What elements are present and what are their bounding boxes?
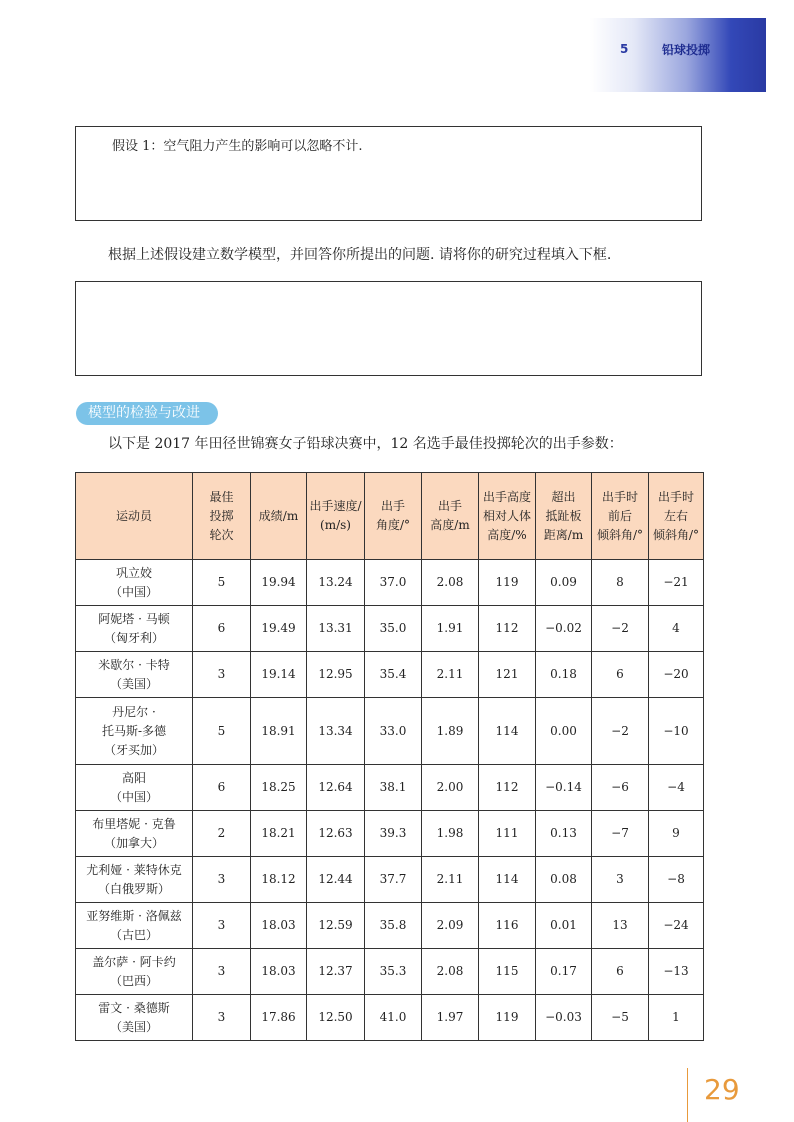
table-cell: 114	[479, 857, 536, 903]
table-cell: 1.98	[422, 811, 479, 857]
table-cell: −5	[592, 995, 649, 1041]
table-cell: 0.18	[536, 652, 592, 698]
column-header-line: (m/s)	[320, 518, 351, 532]
column-header-line: 出手时	[657, 489, 694, 504]
table-row	[76, 560, 704, 606]
table-cell: 39.3	[365, 811, 422, 857]
table-row	[76, 606, 704, 652]
athlete-name-line: （中国）	[109, 789, 158, 804]
assumption-box[interactable]	[75, 126, 702, 221]
table-cell: 115	[479, 949, 536, 995]
column-header	[365, 473, 422, 560]
athlete-name-line: （白俄罗斯）	[97, 881, 170, 896]
table-row	[76, 995, 704, 1041]
table-cell: 2.08	[422, 560, 479, 606]
table-cell: 12.63	[307, 811, 365, 857]
chapter-title: 铅球投掷	[662, 43, 711, 57]
table-cell: 12.37	[307, 949, 365, 995]
athlete-name-line: 阿妮塔 · 马顿	[98, 611, 170, 626]
table-cell: −10	[649, 698, 704, 765]
table-header-row	[76, 473, 704, 560]
table-row	[76, 652, 704, 698]
table-cell: 33.0	[365, 698, 422, 765]
table-row	[76, 949, 704, 995]
table-cell: 0.00	[536, 698, 592, 765]
column-header-line: 出手速度/	[309, 499, 362, 513]
table-row	[76, 903, 704, 949]
column-header	[479, 473, 536, 560]
column-header-line: 高度/%	[487, 527, 527, 542]
table-cell: 111	[479, 811, 536, 857]
column-header-line: 倾斜角/°	[652, 527, 700, 542]
athlete-name-line: 盖尔萨 · 阿卡约	[92, 954, 176, 969]
table-cell: 2.11	[422, 857, 479, 903]
athlete-name-line: （美国）	[109, 676, 158, 691]
table-cell: 6	[592, 652, 649, 698]
table-cell: 35.8	[365, 903, 422, 949]
column-header	[76, 473, 193, 560]
table-cell: 37.7	[365, 857, 422, 903]
table-cell: 17.86	[251, 995, 307, 1041]
column-header-line: 出手高度	[482, 489, 531, 504]
athlete-name-cell	[76, 949, 193, 995]
athlete-name-line: （美国）	[109, 1019, 158, 1034]
athlete-name-cell	[76, 606, 193, 652]
athlete-name-line: （匈牙利）	[103, 630, 164, 645]
chapter-number: 5	[620, 42, 629, 56]
table-cell: 2.00	[422, 765, 479, 811]
athlete-name-cell	[76, 857, 193, 903]
table-cell: 2.08	[422, 949, 479, 995]
table-cell: 3	[193, 903, 251, 949]
athlete-name-line: 雷文 · 桑德斯	[98, 1000, 170, 1015]
table-cell: 37.0	[365, 560, 422, 606]
table-cell: 121	[479, 652, 536, 698]
section-intro: 以下是 2017 年田径世锦赛女子铅球决赛中，12 名选手最佳投掷轮次的出手参数：	[108, 436, 623, 452]
athlete-name-line: 尤利娅 · 莱特休克	[86, 862, 182, 877]
table-cell: 0.09	[536, 560, 592, 606]
table-cell: 12.44	[307, 857, 365, 903]
athlete-name-line: （牙买加）	[103, 742, 164, 757]
table-cell: 112	[479, 765, 536, 811]
research-process-box[interactable]	[75, 281, 702, 376]
column-header	[251, 473, 307, 560]
athlete-parameters-table	[75, 472, 704, 1041]
table-cell: −2	[592, 606, 649, 652]
column-header	[422, 473, 479, 560]
instruction-text: 根据上述假设建立数学模型，并回答你所提出的问题. 请将你的研究过程填入下框.	[108, 247, 612, 263]
athlete-name-cell	[76, 698, 193, 765]
table-cell: 12.95	[307, 652, 365, 698]
table-cell: 1.97	[422, 995, 479, 1041]
section-tag: 模型的检验与改进	[76, 402, 218, 425]
athlete-name-line: 米歇尔 · 卡特	[98, 657, 170, 672]
athlete-name-line: 高阳	[121, 770, 146, 785]
column-header-line: 抵趾板	[545, 508, 582, 523]
table-row	[76, 698, 704, 765]
table-cell: 3	[193, 995, 251, 1041]
table-cell: 35.0	[365, 606, 422, 652]
table-cell: 18.03	[251, 949, 307, 995]
table-cell: 12.59	[307, 903, 365, 949]
page-number-rule	[687, 1068, 688, 1122]
column-header-line: 运动员	[115, 508, 152, 523]
column-header-line: 成绩/m	[258, 508, 299, 523]
table-cell: 41.0	[365, 995, 422, 1041]
column-header-line: 出手	[380, 499, 405, 513]
athlete-name-line: （古巴）	[109, 927, 158, 942]
table-cell: 18.21	[251, 811, 307, 857]
table-cell: 119	[479, 995, 536, 1041]
table-cell: 2.11	[422, 652, 479, 698]
column-header-line: 距离/m	[543, 527, 584, 542]
column-header-line: 投掷	[209, 508, 234, 523]
athlete-name-line: （加拿大）	[103, 835, 164, 850]
column-header	[592, 473, 649, 560]
column-header	[649, 473, 704, 560]
column-header-line: 前后	[607, 508, 632, 523]
table-cell: −0.02	[536, 606, 592, 652]
table-cell: 18.12	[251, 857, 307, 903]
table-cell: 1.89	[422, 698, 479, 765]
column-header-line: 超出	[551, 489, 576, 504]
table-cell: 0.01	[536, 903, 592, 949]
table-cell: 6	[592, 949, 649, 995]
table-cell: 38.1	[365, 765, 422, 811]
table-row	[76, 857, 704, 903]
athlete-name-cell	[76, 560, 193, 606]
table-cell: 18.91	[251, 698, 307, 765]
table-cell: −13	[649, 949, 704, 995]
table-cell: 114	[479, 698, 536, 765]
athlete-name-line: 丹尼尔 ·	[112, 704, 156, 719]
table-cell: 19.94	[251, 560, 307, 606]
table-cell: 112	[479, 606, 536, 652]
assumption-text: 假设 1：空气阻力产生的影响可以忽略不计.	[112, 139, 363, 154]
column-header-line: 出手时	[601, 489, 638, 504]
table-cell: 6	[193, 606, 251, 652]
table-cell: 13	[592, 903, 649, 949]
table-cell: 0.13	[536, 811, 592, 857]
table-cell: 12.50	[307, 995, 365, 1041]
table-cell: 116	[479, 903, 536, 949]
table-cell: 5	[193, 698, 251, 765]
athlete-name-cell	[76, 903, 193, 949]
table-cell: 8	[592, 560, 649, 606]
table-cell: 1.91	[422, 606, 479, 652]
table-cell: 6	[193, 765, 251, 811]
column-header-line: 倾斜角/°	[596, 527, 644, 542]
athlete-name-cell	[76, 652, 193, 698]
table-cell: 35.3	[365, 949, 422, 995]
table-cell: −7	[592, 811, 649, 857]
table-cell: −0.14	[536, 765, 592, 811]
table-cell: −0.03	[536, 995, 592, 1041]
table-row	[76, 811, 704, 857]
column-header	[536, 473, 592, 560]
table-cell: 12.64	[307, 765, 365, 811]
table-cell: 13.24	[307, 560, 365, 606]
table-cell: 9	[649, 811, 704, 857]
athlete-name-line: 亚努维斯 · 洛佩兹	[86, 908, 182, 923]
column-header-line: 出手	[437, 499, 462, 513]
athlete-name-line: （中国）	[109, 584, 158, 599]
table-cell: 18.25	[251, 765, 307, 811]
column-header-line: 高度/m	[430, 518, 470, 532]
table-cell: 3	[193, 857, 251, 903]
table-cell: −8	[649, 857, 704, 903]
table-cell: 3	[592, 857, 649, 903]
table-cell: 35.4	[365, 652, 422, 698]
table-cell: 19.49	[251, 606, 307, 652]
athlete-name-cell	[76, 995, 193, 1041]
column-header	[307, 473, 365, 560]
table-cell: 3	[193, 652, 251, 698]
column-header-line: 角度/°	[375, 518, 411, 532]
table-cell: 2	[193, 811, 251, 857]
column-header-line: 相对人体	[482, 508, 531, 523]
table-cell: −2	[592, 698, 649, 765]
athlete-name-line: 巩立姣	[115, 565, 152, 580]
table-cell: 4	[649, 606, 704, 652]
table-cell: 18.03	[251, 903, 307, 949]
table-cell: −24	[649, 903, 704, 949]
column-header-line: 轮次	[209, 527, 234, 542]
table-cell: 13.34	[307, 698, 365, 765]
table-cell: −4	[649, 765, 704, 811]
column-header-line: 左右	[663, 508, 688, 523]
athlete-name-cell	[76, 765, 193, 811]
page-number: 29	[704, 1073, 740, 1106]
table-cell: −20	[649, 652, 704, 698]
column-header-line: 最佳	[209, 489, 234, 504]
table-cell: −21	[649, 560, 704, 606]
table-cell: 5	[193, 560, 251, 606]
table-cell: 119	[479, 560, 536, 606]
table-cell: 2.09	[422, 903, 479, 949]
table-cell: 3	[193, 949, 251, 995]
table-cell: 13.31	[307, 606, 365, 652]
athlete-name-line: （巴西）	[109, 973, 158, 988]
athlete-name-line: 托马斯-多德	[101, 723, 167, 738]
table-cell: 19.14	[251, 652, 307, 698]
athlete-name-line: 布里塔妮 · 克鲁	[92, 816, 176, 831]
column-header	[193, 473, 251, 560]
table-cell: 1	[649, 995, 704, 1041]
table-cell: −6	[592, 765, 649, 811]
table-row	[76, 765, 704, 811]
athlete-name-cell	[76, 811, 193, 857]
table-cell: 0.17	[536, 949, 592, 995]
table-cell: 0.08	[536, 857, 592, 903]
